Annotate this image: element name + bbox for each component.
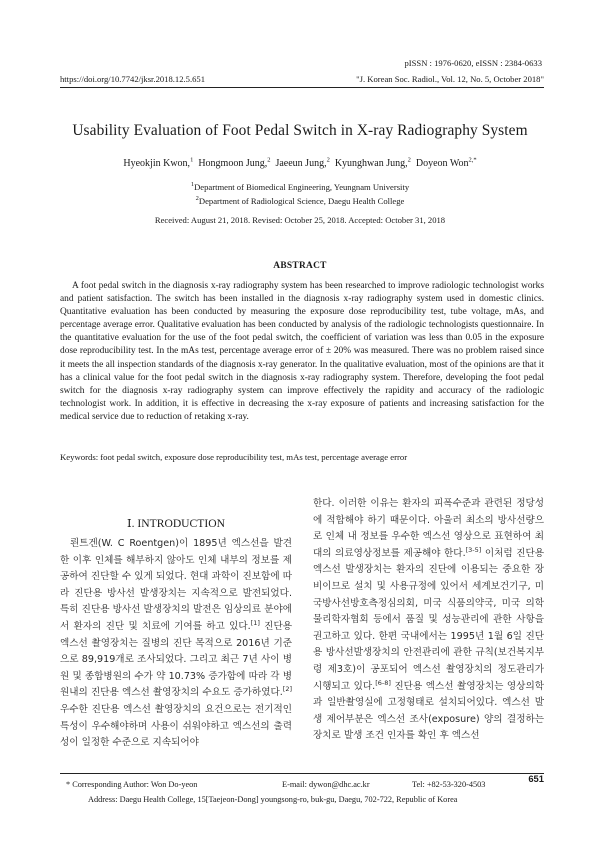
received-dates: Received: August 21, 2018. Revised: October 25, 2018. Accepted: October 31, 2018 <box>154 215 446 225</box>
paper-title: Usability Evaluation of Foot Pedal Switch in X-ray Radiography System <box>72 122 528 139</box>
section-heading: Ⅰ. INTRODUCTION <box>127 517 225 530</box>
author: Doyeon Won$^{2,*}$ <box>415 156 477 169</box>
keywords: Keywords: foot pedal switch, exposure dose reproducibility test, mAs test, percentage average error <box>60 452 408 462</box>
intro-paragraph-right: 한다. 이러한 이유는 환자의 피폭수준과 관련된 정당성에 적합해야 하기 때문이다. 아울러 최소의 방사선량으로 인체 내 정보를 우수한 엑스선 영상으로 표현하여 최대의 의료영상정보를 제공해야 한다.[3-5] 이처럼 진단용 엑스선 발생장치는 환자의 진단에 이용되는 중요한 장비이므로 설치 및 사용규정에 있어서 세계보건기구, 미국방사선방호측정심의회, 미국 식품의약국, 미국 의학물리학자협회 등에서 품질 및 성능관리에 관한 사항을 권고하고 있다. 한편 국내에서는 1995년 1월 6일 진단용 방사선발생장치의 안전관리에 관한 규칙(보건복지부령 제3호)이 공포되어 엑스선 촬영장치의 정도관리가 시행되고 있다.[6-8] 진단용 엑스선 촬영장치는 영상의학과 일반촬영실에 고정형태로 설치되어있다. 엑스선 발생 제어부분은 엑스선 조사(exposure) 양의 결정하는 장치로 발생 조건 인자를 확인 후 엑스선 <box>313 498 544 742</box>
author: Hyeokjin Kwon,$^1$ <box>123 156 194 169</box>
corresponding-author: * Corresponding Author: Won Do-yeon <box>66 780 198 789</box>
author-phone: Tel: +82-53-320-4503 <box>412 780 486 789</box>
author-list <box>0 158 600 169</box>
author-email[interactable]: E-mail: dywon@dhc.ac.kr <box>282 780 370 789</box>
intro-paragraph-left: 뢴트겐(W. C Roentgen)이 1895년 엑스선을 발견한 이후 인체를 해부하지 않아도 인체 내부의 정보를 제공하여 진단할 수 있게 되었다. 현대 과학이 진보함에 따라 진단용 방사선 발생장치는 지속적으로 발전되었다. 특히 진단용 방사선 발생장치의 발전은 임상의료 분야에서 환자의 진단 및 치료에 기여를 하고 있다.[1] 진단용 엑스선 촬영장치는 질병의 진단 목적으로 2016년 기준으로 89,919개로 조사되었다. 그리고 최근 7년 사이 병원 및 종합병원의 수가 약 10.73% 증가함에 따라 각 병원내의 진단용 엑스선 촬영장치의 수요도 증가하였다.[2] 우수한 진단용 엑스선 촬영장치의 요건으로는 전기적인 특성이 우수해야하며 사용이 쉬워야하고 엑스선의 출력성이 일정한 수준으로 지속되어야 <box>60 538 292 749</box>
abstract-text: A foot pedal switch in the diagnosis x-ray radiography system has been researched to improve radiologic technologist works and patient satisfaction. The switch has been installed in the diagnosis x-ray radiography system used in domestic clinics. Quantitative evaluation has been conducted by measuring the exposure dose reproducibility test, tube voltage, mAs, and percentage average error. Qualitative evaluation has been conducted by analysis of the radiologic technologists questionnaire. In the quantitative evaluation for the use of the foot pedal switch, the coefficient of variation was less than 0.05 in the exposure dose reproducibility test. In the mAs test, percentage average error of ± 20% was measured. There was no problem raised since it meets the all inspection standards of the diagnosis x-ray generator. In the qualitative evaluation, most of the opinions are that it has a clinical value for the foot pedal switch in the diagnosis x-ray radiography system. Therefore, developing the foot pedal switch for the diagnosis x-ray radiography system can improve effectively the rapidity and accuracy of the radiologic technologist work. In addition, it is effective in decreasing the x-ray exposure of patients and increasing satisfaction for the medical service due to reduction of retaking x-ray. <box>60 281 544 422</box>
affiliation: $^2$Department of Radiological Science, Daegu Health College <box>195 195 405 206</box>
author: Jaeeun Jung,$^2$ <box>275 156 330 169</box>
footer-rule <box>60 773 544 774</box>
author: Kyunghwan Jung,$^2$ <box>334 156 411 169</box>
author-address: Address: Daegu Health College, 15[Taejeon-Dong] youngsong-ro, buk-gu, Daegu, 702-722, Republic of Korea <box>88 795 458 804</box>
affiliation: $^1$Department of Biomedical Engineering, Yeungnam University <box>190 181 410 192</box>
page-number: 651 <box>528 773 544 784</box>
header-rule <box>60 87 544 88</box>
author: Hongmoon Jung,$^2$ <box>198 156 271 169</box>
issn: pISSN : 1976-0620, eISSN : 2384-0633 <box>404 58 542 68</box>
doi-link[interactable]: https://doi.org/10.7742/jksr.2018.12.5.651 <box>60 74 205 84</box>
abstract-heading: ABSTRACT <box>273 261 327 271</box>
journal-citation: "J. Korean Soc. Radiol., Vol. 12, No. 5, October 2018" <box>356 74 544 84</box>
